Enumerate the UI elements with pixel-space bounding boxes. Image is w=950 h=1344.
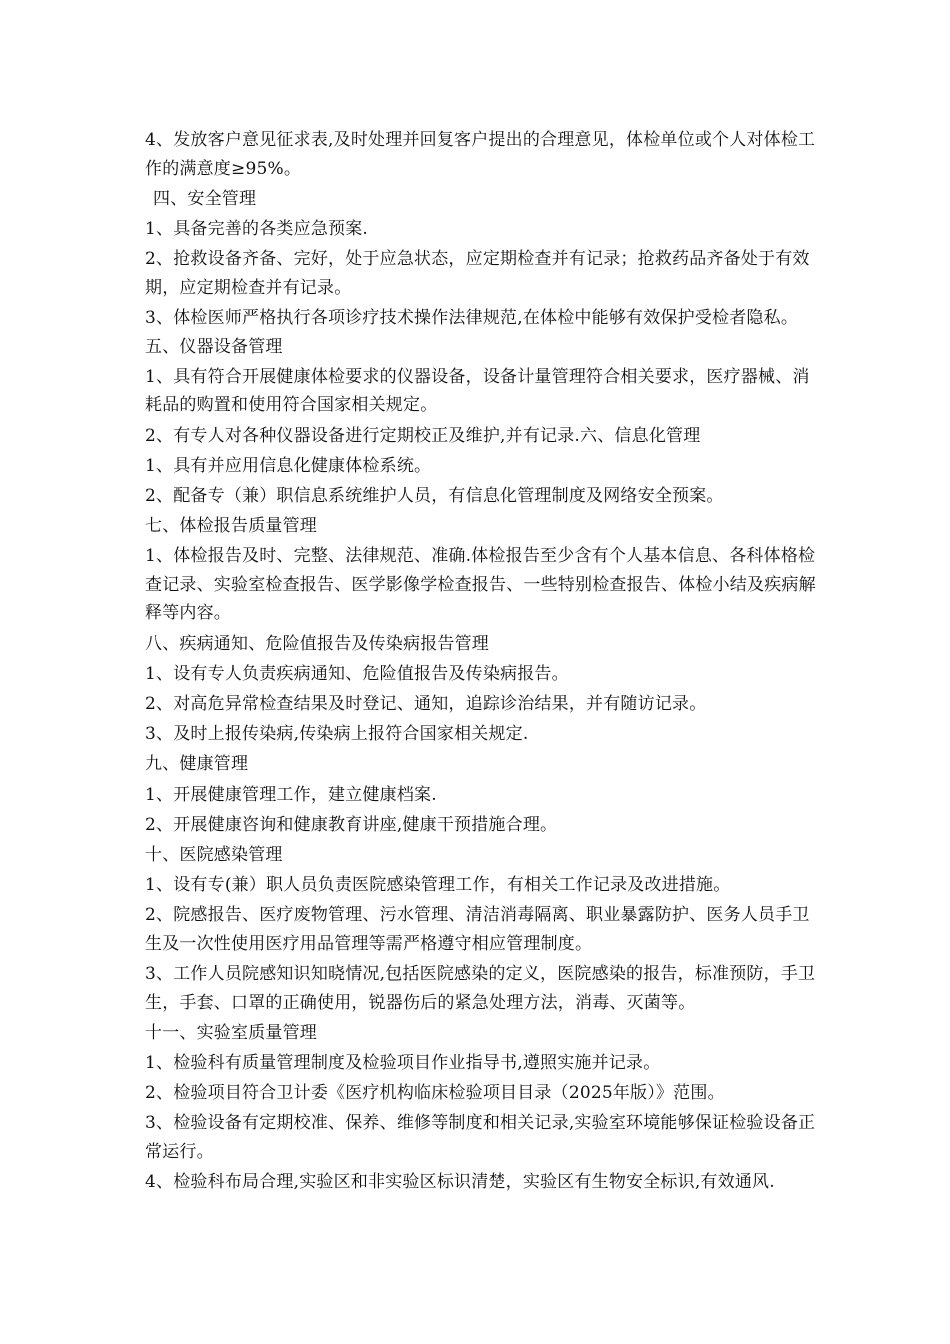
paragraph: 1、设有专(兼）职人员负责医院感染管理工作，有相关工作记录及改进措施。 <box>145 875 731 896</box>
section-heading: 九、健康管理 <box>145 754 249 775</box>
paragraph: 2、院感报告、医疗废物管理、污水管理、清洁消毒隔离、职业暴露防护、医务人员手卫生及一次性使用医疗用品管理等需严格遵守相应管理制度。 <box>145 905 810 954</box>
paragraph: 2、开展健康咨询和健康教育讲座,健康干预措施合理。 <box>145 814 558 835</box>
paragraph: 1、具有符合开展健康体检要求的仪器设备，设备计量管理符合相关要求，医疗器械、消耗品的购置和使用符合国家相关规定。 <box>145 366 810 416</box>
paragraph: 1、具有并应用信息化健康体检系统。 <box>145 455 432 476</box>
paragraph: 3、及时上报传染病,传染病上报符合国家相关规定. <box>145 724 529 745</box>
section-heading: 七、体检报告质量管理 <box>145 516 317 537</box>
paragraph: 2、抢救设备齐备、完好，处于应急状态，应定期检查并有记录；抢救药品齐备处于有效期，应定期检查并有记录。 <box>145 249 810 298</box>
paragraph: 1、具备完善的各类应急预案. <box>145 218 369 239</box>
paragraph: 1、设有专人负责疾病通知、危险值报告及传染病报告。 <box>145 663 569 684</box>
paragraph: 3、工作人员院感知识知晓情况,包括医院感染的定义，医院感染的报告，标准预防，手卫生，手套、口罩的正确使用，锐器伤后的紧急处理方法，消毒、灭菌等。 <box>145 964 816 1013</box>
section-heading: 十、医院感染管理 <box>145 844 283 865</box>
section-heading: 十一、实验室质量管理 <box>145 1022 317 1043</box>
paragraph: 4、检验科布局合理,实验区和非实验区标识清楚，实验区有生物安全标识,有效通风. <box>145 1172 775 1193</box>
paragraph: 2、检验项目符合卫计委《医疗机构临床检验项目目录（2025年版）》范围。 <box>145 1083 725 1104</box>
paragraph: 3、检验设备有定期校准、保养、维修等制度和相关记录,实验室环境能够保证检验设备正常运行。 <box>145 1113 816 1163</box>
section-heading: 四、安全管理 <box>153 188 257 209</box>
paragraph: 1、体检报告及时、完整、法律规范、准确.体检报告至少含有个人基本信息、各科体格检查记录、实验室检查报告、医学影像学检查报告、一些特别检查报告、体检小结及疾病解释等内容。 <box>145 546 816 624</box>
paragraph: 2、配备专（兼）职信息系统维护人员，有信息化管理制度及网络安全预案。 <box>145 485 724 506</box>
paragraph: 3、体检医师严格执行各项诊疗技术操作法律规范,在体检中能够有效保护受检者隐私。五、仪器设备管理 <box>145 307 799 357</box>
paragraph: 2、有专人对各种仪器设备进行定期校正及维护,并有记录.六、信息化管理 <box>145 425 701 446</box>
section-heading: 八、疾病通知、危险值报告及传染病报告管理 <box>145 633 489 654</box>
paragraph: 1、检验科有质量管理制度及检验项目作业指导书,遵照实施并记录。 <box>145 1053 661 1074</box>
paragraph: 1、开展健康管理工作，建立健康档案. <box>145 784 437 805</box>
paragraph: 4、发放客户意见征求表,及时处理并回复客户提出的合理意见，体检单位或个人对体检工作的满意度≥95%。 <box>145 130 816 179</box>
paragraph: 2、对高危异常检查结果及时登记、通知，追踪诊治结果，并有随访记录。 <box>145 694 707 714</box>
document-body <box>145 126 817 1198</box>
